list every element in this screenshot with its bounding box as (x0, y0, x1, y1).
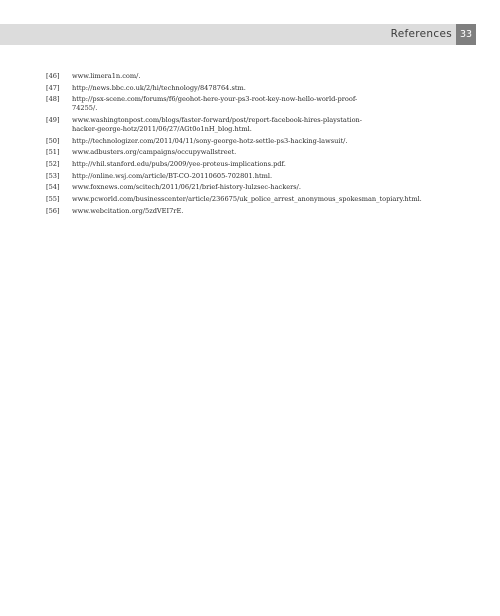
section-title: References (390, 28, 452, 40)
reference-item (46, 95, 366, 113)
reference-item (46, 160, 366, 169)
reference-item (46, 207, 366, 216)
reference-number: [55] (46, 195, 60, 204)
reference-url[interactable]: http://news.bbc.co.uk/2/hi/technology/8478764.stm. (72, 83, 246, 92)
header-bar (0, 24, 456, 45)
reference-url[interactable]: www.foxnews.com/scitech/2011/06/21/brief-history-lulzsec-hackers/. (72, 183, 301, 192)
reference-list (46, 72, 422, 219)
reference-number: [46] (46, 72, 60, 80)
reference-number: [56] (46, 206, 60, 215)
reference-number: [48] (46, 95, 60, 104)
reference-url[interactable]: http://online.wsj.com/article/BT-CO-20110605-702801.html. (72, 171, 273, 180)
reference-url[interactable]: http://psx-scene.com/forums/f6/geohot-here-your-ps3-root-key-now-hello-world-proof-74255/. (72, 95, 358, 113)
reference-url[interactable]: http://vhil.stanford.edu/pubs/2009/yee-proteus-implications.pdf. (72, 160, 286, 169)
reference-item (46, 72, 366, 81)
reference-url[interactable]: www.pcworld.com/businesscenter/article/236675/uk_police_arrest_anonymous_spokesman_topiary.html. (72, 195, 422, 204)
reference-item (46, 172, 366, 181)
reference-item (46, 137, 366, 146)
reference-number: [51] (46, 148, 60, 157)
reference-item (46, 84, 366, 93)
reference-number: [50] (46, 136, 60, 145)
reference-item (46, 183, 366, 192)
reference-item (46, 195, 422, 204)
page-number: 33 (456, 24, 476, 45)
reference-url[interactable]: www.washingtonpost.com/blogs/faster-forward/post/report-facebook-hires-playstation-hacker-george-hotz/2011/06/27/AGt0o1nH_blog.html. (72, 116, 363, 133)
reference-item (46, 116, 366, 134)
reference-url[interactable]: www.adbusters.org/campaigns/occupywallstreet. (72, 148, 237, 157)
reference-url[interactable]: www.limera1n.com/. (72, 72, 141, 80)
reference-number: [49] (46, 116, 60, 125)
reference-number: [47] (46, 83, 60, 92)
reference-number: [53] (46, 171, 60, 180)
reference-number: [52] (46, 160, 60, 169)
reference-number: [54] (46, 183, 60, 192)
reference-url[interactable]: http://technologizer.com/2011/04/11/sony-george-hotz-settle-ps3-hacking-lawsuit/. (72, 136, 348, 145)
reference-url[interactable]: www.webcitation.org/5zdVEI7rE. (72, 206, 184, 215)
reference-item (46, 148, 366, 157)
